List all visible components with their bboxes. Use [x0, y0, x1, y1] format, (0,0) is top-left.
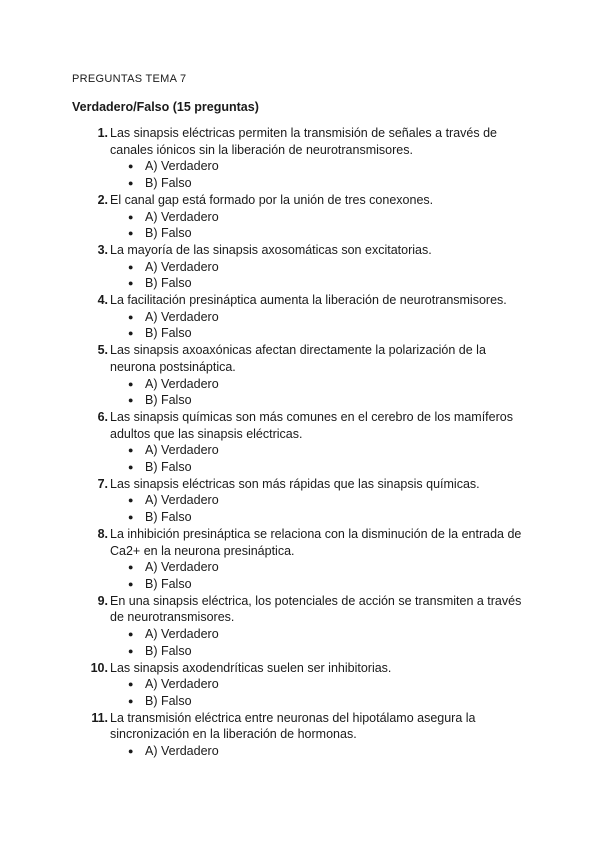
question-row	[72, 125, 532, 158]
question-row	[72, 409, 532, 442]
question-text: En una sinapsis eléctrica, los potenciales de acción se transmiten a través de neurotransmisores.	[110, 593, 522, 625]
option-label: A) Verdadero	[145, 627, 219, 642]
option-item	[128, 576, 532, 593]
option-label: B) Falso	[145, 176, 192, 191]
option-list	[72, 442, 532, 475]
option-label: B) Falso	[145, 326, 192, 341]
bullet-dot-icon: ●	[128, 378, 134, 389]
question-row	[72, 476, 532, 493]
question-item	[72, 125, 532, 192]
option-item	[128, 309, 532, 326]
option-label: A) Verdadero	[145, 744, 219, 759]
question-row	[72, 192, 532, 209]
bullet-dot-icon: ●	[128, 578, 134, 589]
question-row	[72, 660, 532, 677]
option-item	[128, 743, 532, 760]
option-item	[128, 676, 532, 693]
option-label: A) Verdadero	[145, 309, 219, 324]
question-number: 5.	[97, 343, 108, 358]
question-number: 11.	[91, 710, 108, 725]
question-item	[72, 526, 532, 593]
option-label: B) Falso	[145, 510, 192, 525]
option-label: B) Falso	[145, 460, 192, 475]
bullet-dot-icon: ●	[128, 495, 134, 506]
option-item	[128, 509, 532, 526]
option-item	[128, 209, 532, 226]
option-list	[72, 626, 532, 659]
bullet-dot-icon: ●	[128, 562, 134, 573]
question-text: La mayoría de las sinapsis axosomáticas son excitatorias.	[110, 242, 432, 257]
question-item	[72, 342, 532, 409]
option-list	[72, 492, 532, 525]
option-item	[128, 158, 532, 175]
option-list	[72, 309, 532, 342]
question-list	[72, 125, 532, 760]
bullet-dot-icon: ●	[128, 695, 134, 706]
bullet-dot-icon: ●	[128, 395, 134, 406]
document-title: PREGUNTAS TEMA 7	[72, 73, 187, 85]
question-text: Las sinapsis eléctricas son más rápidas que las sinapsis químicas.	[110, 476, 480, 491]
option-item	[128, 559, 532, 576]
bullet-dot-icon: ●	[128, 445, 134, 456]
bullet-dot-icon: ●	[128, 645, 134, 656]
question-item	[72, 242, 532, 292]
bullet-dot-icon: ●	[128, 278, 134, 289]
question-item	[72, 292, 532, 342]
option-label: A) Verdadero	[145, 677, 219, 692]
bullet-dot-icon: ●	[128, 746, 134, 757]
bullet-dot-icon: ●	[128, 261, 134, 272]
option-label: A) Verdadero	[145, 209, 219, 224]
question-text: La facilitación presináptica aumenta la liberación de neurotransmisores.	[110, 293, 507, 308]
question-number: 10.	[90, 660, 108, 675]
question-number: 9.	[97, 593, 108, 608]
bullet-dot-icon: ●	[128, 629, 134, 640]
question-text: El canal gap está formado por la unión de tres conexones.	[110, 192, 434, 207]
option-label: B) Falso	[145, 276, 192, 291]
option-label: A) Verdadero	[145, 560, 219, 575]
question-number: 4.	[97, 293, 108, 308]
question-text: Las sinapsis axodendríticas suelen ser inhibitorias.	[110, 660, 392, 675]
question-row	[72, 593, 532, 626]
question-row	[72, 710, 532, 743]
section-heading: Verdadero/Falso (15 preguntas)	[72, 100, 259, 114]
option-label: A) Verdadero	[145, 443, 219, 458]
bullet-dot-icon: ●	[128, 462, 134, 473]
bullet-dot-icon: ●	[128, 328, 134, 339]
bullet-dot-icon: ●	[128, 512, 134, 523]
option-list	[72, 559, 532, 592]
question-text: Las sinapsis químicas son más comunes en el cerebro de los mamíferos adultos que las sinapsis eléctricas.	[110, 409, 513, 441]
option-item	[128, 492, 532, 509]
option-list	[72, 209, 532, 242]
question-row	[72, 242, 532, 259]
option-item	[128, 626, 532, 643]
option-list	[72, 158, 532, 191]
question-item	[72, 409, 532, 476]
option-item	[128, 225, 532, 242]
option-list	[72, 259, 532, 292]
option-label: B) Falso	[145, 393, 192, 408]
question-number: 8.	[97, 526, 108, 541]
question-text: La inhibición presináptica se relaciona con la disminución de la entrada de Ca2+ en la neurona presináptica.	[110, 526, 522, 558]
option-item	[128, 275, 532, 292]
question-number: 2.	[97, 192, 108, 207]
bullet-dot-icon: ●	[128, 679, 134, 690]
option-item	[128, 325, 532, 342]
option-item	[128, 259, 532, 276]
question-item	[72, 710, 532, 760]
option-label: A) Verdadero	[145, 259, 219, 274]
bullet-dot-icon: ●	[128, 178, 134, 189]
question-text: La transmisión eléctrica entre neuronas del hipotálamo asegura la sincronización en la liberación de hormonas.	[110, 710, 476, 742]
option-item	[128, 442, 532, 459]
question-row	[72, 292, 532, 309]
bullet-dot-icon: ●	[128, 228, 134, 239]
question-row	[72, 342, 532, 375]
question-number: 1.	[97, 126, 108, 140]
option-item	[128, 643, 532, 660]
option-label: B) Falso	[145, 226, 192, 241]
option-item	[128, 459, 532, 476]
question-text: Las sinapsis axoaxónicas afectan directamente la polarización de la neurona postsináptica.	[110, 343, 486, 374]
bullet-dot-icon: ●	[128, 311, 134, 322]
option-item	[128, 693, 532, 710]
question-item	[72, 660, 532, 710]
option-item	[128, 376, 532, 393]
question-number: 6.	[97, 409, 108, 424]
question-item	[72, 593, 532, 660]
question-item	[72, 192, 532, 242]
question-row	[72, 526, 532, 559]
question-text: Las sinapsis eléctricas permiten la transmisión de señales a través de canales iónicos sin la liberación de neurotransmisores.	[110, 126, 497, 157]
question-number: 7.	[97, 476, 108, 491]
option-item	[128, 392, 532, 409]
option-label: A) Verdadero	[145, 493, 219, 508]
question-item	[72, 476, 532, 526]
option-label: A) Verdadero	[145, 159, 219, 174]
bullet-dot-icon: ●	[128, 211, 134, 222]
option-label: B) Falso	[145, 693, 192, 708]
option-list	[72, 376, 532, 409]
option-list	[72, 743, 532, 760]
question-number: 3.	[97, 242, 108, 257]
option-label: B) Falso	[145, 643, 192, 658]
bullet-dot-icon: ●	[128, 161, 134, 172]
option-label: A) Verdadero	[145, 376, 219, 391]
option-list	[72, 676, 532, 709]
option-label: B) Falso	[145, 576, 192, 591]
option-item	[128, 175, 532, 192]
